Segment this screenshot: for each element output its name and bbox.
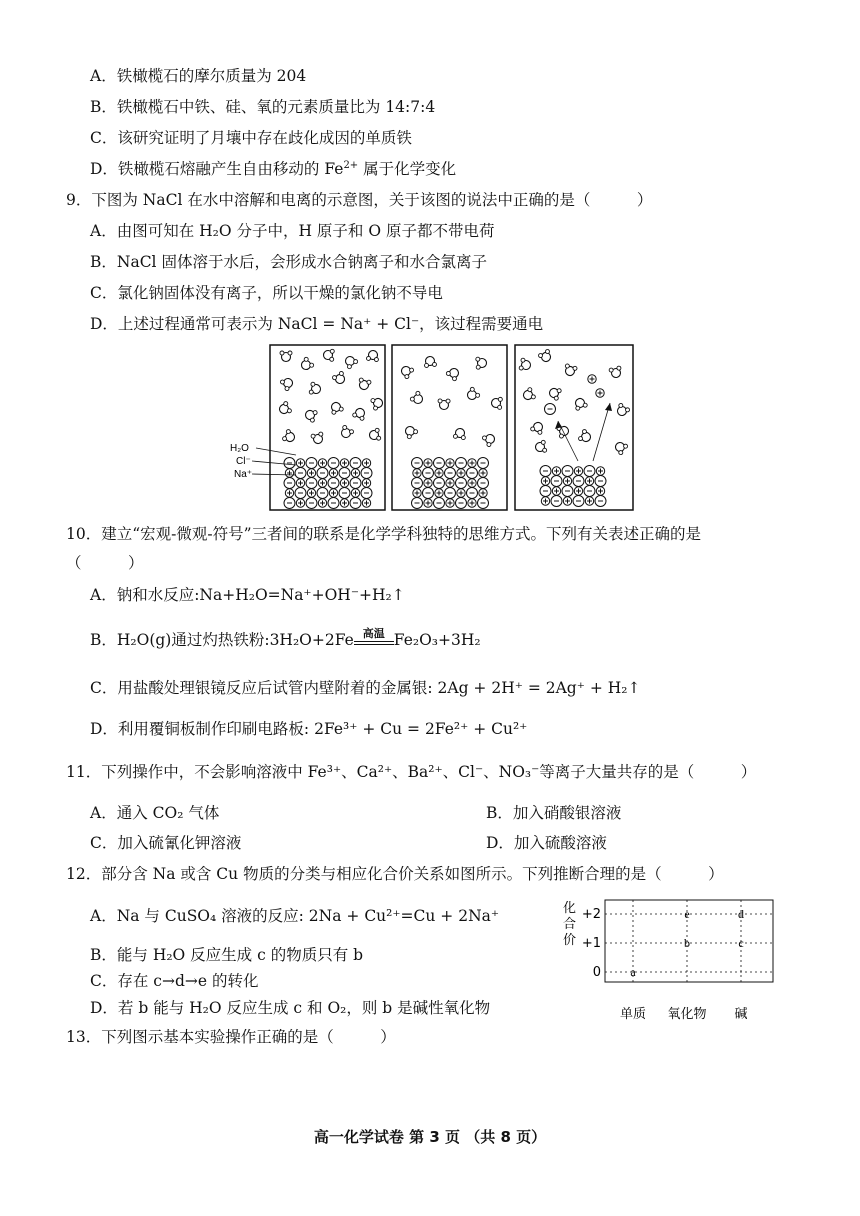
sodium-ion <box>340 479 348 487</box>
q12-option-c: C．存在 c→d→e 的转化 <box>90 972 259 990</box>
sodium-ion <box>446 499 454 507</box>
q11-option-a: A．通入 CO₂ 气体 <box>90 804 220 822</box>
q9-stem: 9．下图为 NaCl 在水中溶解和电离的示意图，关于该图的说法中正确的是（ ） <box>66 191 653 209</box>
water-molecule <box>311 432 325 445</box>
chloride-ion <box>584 466 595 477</box>
water-molecule <box>323 349 334 362</box>
sodium-ion <box>424 479 432 487</box>
sodium-ion <box>479 469 487 477</box>
chloride-ion <box>445 468 456 479</box>
chloride-ion <box>317 468 328 479</box>
water-molecule <box>280 351 292 362</box>
q8-option-d-text: D．铁橄榄石熔融产生自由移动的 Fe <box>90 160 344 178</box>
sodium-ion <box>362 479 370 487</box>
chloride-ion <box>551 496 562 507</box>
water-molecule <box>453 428 466 440</box>
valence-chart <box>555 890 780 1030</box>
q10-option-c: C．用盐酸处理银镜反应后试管内壁附着的金属银: 2Ag + 2H⁺ = 2Ag⁺ + H₂↑ <box>90 679 641 697</box>
sodium-ion <box>468 479 476 487</box>
sodium-ion <box>424 499 432 507</box>
water-molecule <box>282 429 297 445</box>
chloride-ion <box>456 478 467 489</box>
sodium-ion <box>541 497 549 505</box>
chloride-ion <box>540 466 551 477</box>
chloride-ion <box>306 498 317 509</box>
ylabel-char-3: 价 <box>563 933 577 948</box>
chloride-ion <box>284 458 295 469</box>
sodium-ion <box>362 459 370 467</box>
water-molecule <box>465 387 481 403</box>
sodium-ion <box>413 469 421 477</box>
panel-2-dissolving <box>412 458 489 509</box>
water-molecule <box>446 366 462 382</box>
water-molecule <box>403 424 419 440</box>
chloride-ion <box>573 496 584 507</box>
chloride-ion <box>456 498 467 509</box>
q10-option-d: D．利用覆铜板制作印刷电路板: 2Fe³⁺ + Cu = 2Fe²⁺ + Cu²⁺ <box>90 720 528 738</box>
water-molecule <box>476 357 487 370</box>
water-molecule <box>366 350 379 362</box>
water-molecule <box>299 357 315 373</box>
chloride-ion <box>423 488 434 499</box>
sodium-ion <box>446 479 454 487</box>
water-molecule <box>410 391 426 407</box>
x-tick-labels <box>620 1006 748 1022</box>
q10-option-b-lhs: B．H₂O(g)通过灼热铁粉:3H₂O+2Fe <box>90 631 354 649</box>
sodium-ion <box>296 459 304 467</box>
ylabel-char-1: 化 <box>563 901 577 916</box>
sodium-ion <box>329 489 337 497</box>
chloride-ion <box>295 488 306 499</box>
water-molecule <box>370 396 384 411</box>
q13-stem: 13．下列图示基本实验操作正确的是（ ） <box>66 1028 396 1046</box>
water-molecule <box>329 401 344 415</box>
q10-answer-paren: （ ） <box>66 554 144 572</box>
chloride-ion <box>423 468 434 479</box>
chloride-ion <box>306 478 317 489</box>
chloride-ion <box>467 468 478 479</box>
ylabel-char-2: 合 <box>563 917 577 932</box>
water-molecule <box>309 382 322 396</box>
x-tick-label: 氧化物 <box>667 1007 707 1022</box>
chloride-ion <box>295 468 306 479</box>
chloride-ion <box>412 458 423 469</box>
point-b: b <box>684 936 690 950</box>
y-tick-label: +1 <box>581 936 601 951</box>
water-molecule <box>548 386 562 401</box>
chloride-ion <box>434 458 445 469</box>
sodium-ion <box>413 489 421 497</box>
chloride-ion <box>412 478 423 489</box>
sodium-ion <box>424 459 432 467</box>
chloride-ion <box>434 478 445 489</box>
chloride-ion <box>350 478 361 489</box>
sodium-ion <box>318 459 326 467</box>
sodium-ion <box>541 477 549 485</box>
q10-stem: 10．建立“宏观-微观-符号”三者间的联系是化学学科独特的思维方式。下列有关表述正确的是 <box>66 525 702 543</box>
water-molecule <box>538 349 554 364</box>
q10-option-b <box>90 627 481 650</box>
chloride-ion <box>306 458 317 469</box>
sodium-ion <box>296 499 304 507</box>
q12-option-b: B．能与 H₂O 反应生成 c 的物质只有 b <box>90 946 364 964</box>
chloride-ion <box>562 486 573 497</box>
y-tick-label: 0 <box>592 965 601 980</box>
water-molecule <box>482 432 497 448</box>
sodium-ion <box>435 469 443 477</box>
chloride-ion <box>562 466 573 477</box>
chloride-ion <box>361 468 372 479</box>
y-tick-label: +2 <box>581 907 601 922</box>
nacl-dissolution-figure <box>228 343 638 513</box>
q8-option-c: C．该研究证明了月壤中存在歧化成因的单质铁 <box>90 129 412 147</box>
point-d: d <box>738 907 744 921</box>
sodium-ion <box>329 469 337 477</box>
sodium-ion <box>552 467 560 475</box>
water-molecule <box>530 420 545 435</box>
water-molecule <box>615 403 631 418</box>
water-molecule <box>368 428 381 442</box>
q11-stem: 11．下列操作中，不会影响溶液中 Fe³⁺、Ca²⁺、Ba²⁺、Cl⁻、NO₃⁻等离子大量共存的是（ ） <box>66 763 757 781</box>
sodium-ion <box>596 487 604 495</box>
sodium-ion <box>446 459 454 467</box>
chloride-ion <box>595 476 606 487</box>
chloride-ion <box>545 404 556 415</box>
sodium-ion <box>296 479 304 487</box>
chloride-ion <box>551 476 562 487</box>
water-molecule <box>535 440 547 454</box>
sodium-ion <box>563 477 571 485</box>
q12-option-d: D．若 b 能与 H₂O 反应生成 c 和 O₂，则 b 是碱性氧化物 <box>90 999 491 1017</box>
q10-option-a: A．钠和水反应:Na+H₂O=Na⁺+OH⁻+H₂↑ <box>90 586 405 604</box>
x-tick-label: 碱 <box>734 1007 748 1022</box>
sodium-ion <box>479 489 487 497</box>
sodium-ion <box>596 467 604 475</box>
chloride-ion <box>350 458 361 469</box>
sodium-ion <box>457 469 465 477</box>
chloride-ion <box>339 488 350 499</box>
water-molecule <box>277 401 292 416</box>
water-molecule <box>563 364 578 378</box>
chloride-ion <box>328 458 339 469</box>
sodium-ion <box>307 489 315 497</box>
sodium-ion <box>588 375 596 383</box>
chloride-ion <box>284 498 295 509</box>
sodium-ion <box>340 499 348 507</box>
sodium-ion <box>585 497 593 505</box>
chloride-ion <box>361 488 372 499</box>
water-molecule <box>339 425 355 440</box>
point-e: e <box>684 907 690 921</box>
water-molecule <box>609 366 623 379</box>
sodium-ion <box>563 497 571 505</box>
page-footer: 高一化学试卷 第 3 页 （共 8 页） <box>313 1128 547 1146</box>
point-c: c <box>738 936 744 950</box>
water-molecule <box>357 378 371 391</box>
chloride-ion <box>595 496 606 507</box>
sodium-ion <box>351 489 359 497</box>
chloride-ion <box>328 478 339 489</box>
sodium-ion <box>574 487 582 495</box>
reaction-condition: 高温 <box>362 627 385 640</box>
sodium-ion <box>552 487 560 495</box>
water-molecule <box>438 399 450 410</box>
q12-option-a: A．Na 与 CuSO₄ 溶液的反应: 2Na + Cu²⁺=Cu + 2Na⁺ <box>90 907 500 925</box>
chloride-ion <box>478 478 489 489</box>
q8-option-a: A．铁橄榄石的摩尔质量为 204 <box>90 67 307 85</box>
chloride-ion <box>412 498 423 509</box>
sodium-ion <box>457 489 465 497</box>
water-molecule <box>491 397 503 410</box>
chloride-ion <box>573 476 584 487</box>
sodium-ion <box>585 477 593 485</box>
chloride-ion <box>339 468 350 479</box>
chloride-ion <box>584 486 595 497</box>
chloride-ion <box>445 488 456 499</box>
chloride-ion <box>434 498 445 509</box>
sodium-ion <box>285 469 293 477</box>
chloride-ion <box>284 478 295 489</box>
q8-option-b: B．铁橄榄石中铁、硅、氧的元素质量比为 14:7:4 <box>90 98 436 116</box>
water-molecule <box>280 376 295 392</box>
water-molecule <box>423 356 436 368</box>
water-molecule <box>519 358 532 372</box>
q9-option-c: C．氯化钠固体没有离子，所以干燥的氯化钠不导电 <box>90 284 443 302</box>
water-molecule <box>573 397 588 411</box>
chloride-ion <box>467 488 478 499</box>
water-molecule <box>332 371 348 386</box>
sodium-ion <box>596 389 604 397</box>
q12-stem: 12．部分含 Na 或含 Cu 物质的分类与相应化合价关系如图所示。下列推断合理的是（ ） <box>66 865 724 883</box>
label-na: Na⁺ <box>234 469 253 480</box>
sodium-ion <box>351 469 359 477</box>
sodium-ion <box>362 499 370 507</box>
q11-option-b: B．加入硝酸银溶液 <box>486 804 622 822</box>
q11-option-d: D．加入硫酸溶液 <box>486 834 607 852</box>
chloride-ion <box>328 498 339 509</box>
y-tick-labels <box>582 907 601 980</box>
sodium-ion <box>340 459 348 467</box>
water-molecule <box>399 364 415 380</box>
q10-option-b-rhs: Fe₂O₃+3H₂ <box>393 631 481 649</box>
chloride-ion <box>478 458 489 469</box>
label-cl: Cl⁻ <box>236 456 251 467</box>
sodium-ion <box>468 499 476 507</box>
water-molecule <box>578 429 593 445</box>
chloride-ion <box>350 498 361 509</box>
chloride-ion <box>478 498 489 509</box>
sodium-ion <box>307 469 315 477</box>
q9-option-a: A．由图可知在 H₂O 分子中，H 原子和 O 原子都不带电荷 <box>90 222 495 240</box>
water-molecule <box>343 354 359 370</box>
x-tick-label: 单质 <box>619 1007 647 1022</box>
q9-option-b: B．NaCl 固体溶于水后，会形成水合钠离子和水合氯离子 <box>90 253 487 271</box>
sodium-ion <box>435 489 443 497</box>
reaction-arrow <box>354 627 394 645</box>
label-h2o: H₂O <box>230 443 249 454</box>
water-molecule <box>304 408 318 423</box>
q11-option-c: C．加入硫氰化钾溶液 <box>90 834 242 852</box>
sodium-ion <box>318 479 326 487</box>
sodium-ion <box>285 489 293 497</box>
sodium-ion <box>468 459 476 467</box>
chloride-ion <box>540 486 551 497</box>
water-molecule <box>352 406 367 420</box>
q8-option-d-charge: 2+ <box>343 159 359 171</box>
water-molecule <box>613 440 629 456</box>
chloride-ion <box>456 458 467 469</box>
water-molecules <box>277 349 630 456</box>
water-molecule <box>521 387 536 402</box>
sodium-ion <box>318 499 326 507</box>
panel-1-crystal <box>284 458 372 509</box>
chloride-ion <box>317 488 328 499</box>
q9-option-d: D．上述过程通常可表示为 NaCl = Na⁺ + Cl⁻，该过程需要通电 <box>90 315 544 333</box>
sodium-ion <box>574 467 582 475</box>
q8-option-d-tail: 属于化学变化 <box>358 160 457 178</box>
point-a: a <box>630 965 636 979</box>
q8-option-d <box>90 159 456 179</box>
